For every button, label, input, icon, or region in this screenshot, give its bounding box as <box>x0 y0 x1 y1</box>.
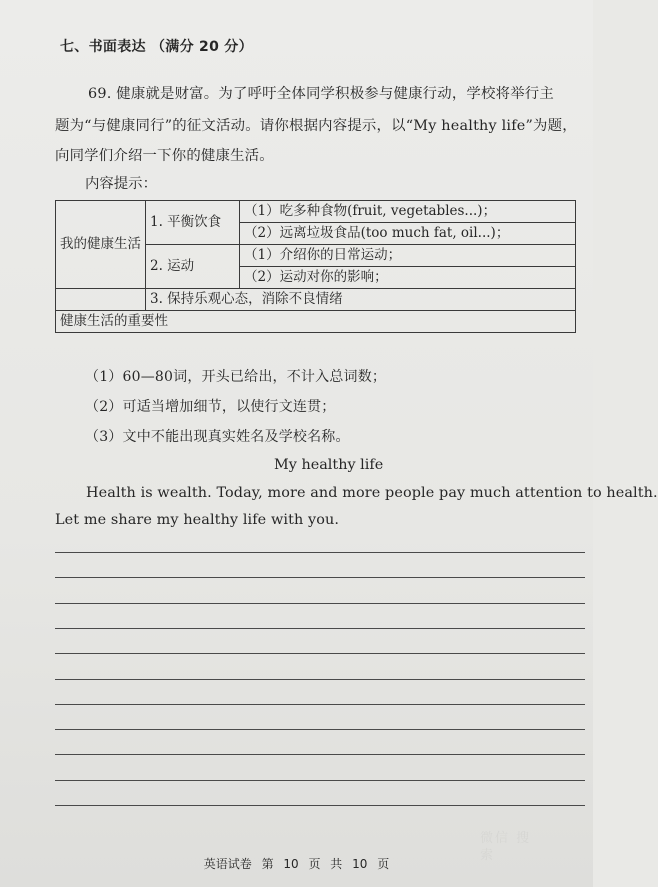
composition-opening-2: Let me share my healthy life with you. <box>55 512 340 528</box>
watermark-stamp: 微信 搜索 <box>480 831 532 863</box>
question-line-3: 向同学们介绍一下你的健康生活。 <box>55 148 274 164</box>
answer-line[interactable] <box>55 603 585 604</box>
answer-line[interactable] <box>55 577 585 578</box>
answer-line[interactable] <box>55 780 585 781</box>
diet-item-2: （2）远离垃圾食品(too much fat, oil...)； <box>240 223 576 245</box>
requirement-3: （3）文中不能出现真实姓名及学校名称。 <box>85 429 350 445</box>
answer-line[interactable] <box>55 754 585 755</box>
answer-line[interactable] <box>55 704 585 705</box>
requirement-1: （1）60—80词，开头已给出，不计入总词数； <box>85 369 387 385</box>
composition-opening-1: Health is wealth. Today, more and more people pay much attention to health. <box>86 485 658 501</box>
diet-item-1: （1）吃多种食物(fruit, vegetables...)； <box>240 201 576 223</box>
blank-cell <box>56 289 146 311</box>
requirement-2: （2）可适当增加细节，以使行文连贯； <box>85 399 336 415</box>
question-line-2: 题为“与健康同行”的征文活动。请你根据内容提示，以“My healthy life”为题， <box>55 118 577 134</box>
answer-line[interactable] <box>55 552 585 553</box>
importance-cell: 健康生活的重要性 <box>56 311 576 333</box>
healthy-life-cell: 我的健康生活 <box>56 201 146 289</box>
page-footer: 英语试卷 第 10 页 共 10 页 <box>203 857 390 871</box>
sport-item-2: （2）运动对你的影响； <box>240 267 576 289</box>
hints-table <box>55 200 576 333</box>
question-line-1: 69. 健康就是财富。为了呼吁全体同学积极参与健康行动，学校将举行主 <box>88 86 554 102</box>
sport-cell: 2. 运动 <box>146 245 240 289</box>
composition-title: My healthy life <box>274 457 384 473</box>
answer-line[interactable] <box>55 628 585 629</box>
diet-cell: 1. 平衡饮食 <box>146 201 240 245</box>
answer-line[interactable] <box>55 653 585 654</box>
answer-line[interactable] <box>55 679 585 680</box>
answer-line[interactable] <box>55 729 585 730</box>
answer-line[interactable] <box>55 805 585 806</box>
mood-cell: 3. 保持乐观心态，消除不良情绪 <box>146 289 576 311</box>
section-title: 七、书面表达 （满分 20 分） <box>60 39 253 55</box>
hints-label: 内容提示： <box>85 176 157 192</box>
sport-item-1: （1）介绍你的日常运动； <box>240 245 576 267</box>
